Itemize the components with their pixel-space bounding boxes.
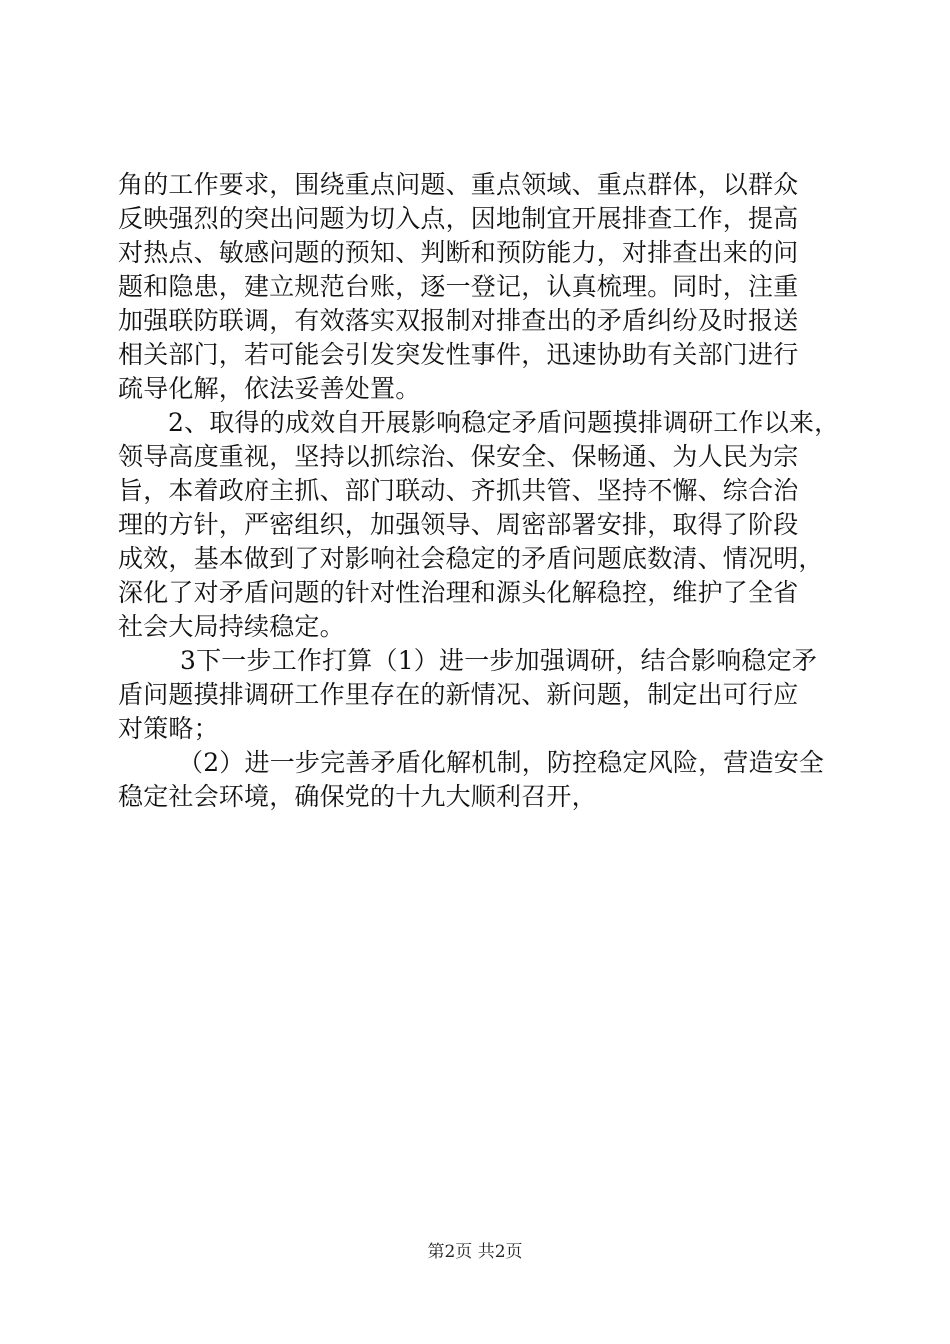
body-text-line-2: 反映强烈的突出问题为切入点，因地制宜开展排查工作，提高 [118, 204, 799, 233]
body-text-line-10: 旨，本着政府主抓、部门联动、齐抓共管、坚持不懈、综合治 [118, 476, 799, 505]
body-text-line-17: 对策略； [118, 714, 219, 743]
body-text-line-4: 题和隐患，建立规范台账，逐一登记，认真梳理。同时，注重 [118, 272, 799, 301]
body-text-line-9: 领导高度重视，坚持以抓综治、保安全、保畅通、为人民为宗 [118, 442, 799, 471]
body-text-line-5: 加强联防联调，有效落实双报制对排查出的矛盾纠纷及时报送 [118, 306, 799, 335]
page-footer: 第2页 共2页 [427, 1242, 523, 1262]
body-text-line-1: 角的工作要求，围绕重点问题、重点领域、重点群体，以群众 [118, 170, 799, 199]
body-text-line-13: 深化了对矛盾问题的针对性治理和源头化解稳控，维护了全省 [118, 578, 799, 607]
body-text-line-19: 稳定社会环境，确保党的十九大顺利召开， [118, 782, 597, 811]
body-text-line-8: 2、取得的成效自开展影响稳定矛盾问题摸排调研工作以来， [168, 408, 840, 437]
body-text-line-3: 对热点、敏感问题的预知、判断和预防能力，对排查出来的问 [118, 238, 799, 267]
body-text-line-7: 疏导化解，依法妥善处置。 [118, 374, 421, 403]
body-text-line-18: （2）进一步完善矛盾化解机制，防控稳定风险，营造安全 [178, 748, 825, 777]
body-text-line-15: 3下一步工作打算（1）进一步加强调研，结合影响稳定矛 [180, 646, 818, 675]
body-text-line-16: 盾问题摸排调研工作里存在的新情况、新问题，制定出可行应 [118, 680, 799, 709]
body-text-line-11: 理的方针，严密组织，加强领导、周密部署安排，取得了阶段 [118, 510, 799, 539]
body-text-line-6: 相关部门，若可能会引发突发性事件，迅速协助有关部门进行 [118, 340, 799, 369]
body-text-line-14: 社会大局持续稳定。 [118, 612, 345, 641]
body-text-line-12: 成效，基本做到了对影响社会稳定的矛盾问题底数清、情况明， [118, 544, 824, 573]
